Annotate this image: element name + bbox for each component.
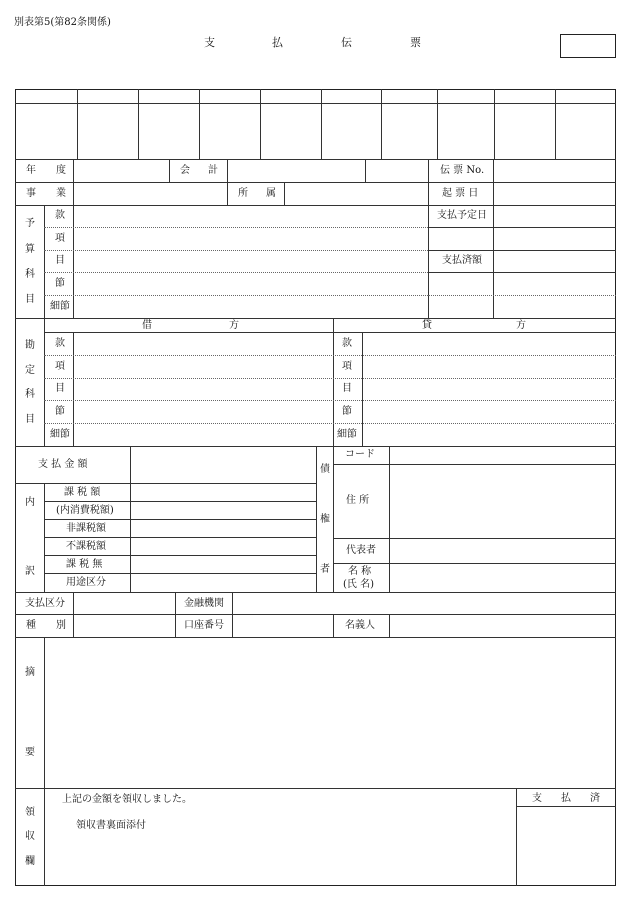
budget-item-moku: 目 — [55, 255, 65, 266]
issue-date-field[interactable] — [494, 183, 615, 204]
title-char-2: 払 — [272, 36, 283, 49]
budget-label-4: 目 — [25, 294, 35, 305]
year-field[interactable] — [74, 160, 168, 181]
credit-label-1: 貸 — [422, 320, 432, 331]
account-number-label: 口座番号 — [184, 620, 224, 631]
title-char-3: 伝 — [341, 36, 352, 49]
title-char-4: 票 — [410, 36, 421, 49]
bank-institution-label: 金融機関 — [184, 598, 224, 609]
account-type-field[interactable] — [74, 615, 174, 636]
breakdown-usage: 用途区分 — [66, 577, 106, 588]
payment-amount-field[interactable] — [131, 447, 315, 482]
breakdown-label-1: 内 — [25, 497, 35, 508]
affiliation-label-1: 所 — [238, 188, 248, 199]
project-label-1: 事 — [26, 188, 36, 199]
summary-label-2: 要 — [25, 747, 35, 758]
creditor-label-2: 権 — [320, 514, 330, 525]
creditor-name-field[interactable] — [390, 564, 615, 591]
receipt-statement: 上記の金額を領収しました。 — [62, 794, 192, 805]
summary-field[interactable] — [45, 638, 615, 787]
year-label-2: 度 — [56, 165, 66, 176]
breakdown-untaxed: 不課税額 — [66, 541, 106, 552]
receipt-note: 領収書裏面添付 — [76, 820, 146, 831]
creditor-address-field[interactable] — [390, 465, 615, 537]
budget-kou-field[interactable] — [74, 228, 427, 249]
debit-label-2: 方 — [229, 320, 239, 331]
summary-label-1: 摘 — [25, 667, 35, 678]
creditor-address-label: 住 所 — [346, 495, 370, 506]
budget-item-setsu: 節 — [55, 278, 65, 289]
receipt-field[interactable] — [45, 789, 515, 885]
credit-item-saisetsu: 細節 — [337, 429, 357, 440]
debit-item-setsu: 節 — [55, 406, 65, 417]
credit-item-setsu: 節 — [342, 406, 352, 417]
accounts-label-3: 科 — [25, 389, 35, 400]
scheduled-date-label: 支払予定日 — [437, 210, 487, 221]
credit-label-2: 方 — [516, 320, 526, 331]
budget-label-2: 算 — [25, 244, 35, 255]
paid-stamp-label-2: 払 — [561, 793, 571, 804]
account-field[interactable] — [228, 160, 427, 181]
creditor-name-label: 名 称 — [348, 566, 372, 577]
slip-no-field[interactable] — [494, 160, 615, 181]
creditor-representative-label: 代表者 — [346, 545, 376, 556]
debit-label-1: 借 — [142, 320, 152, 331]
account-holder-label: 名義人 — [345, 620, 375, 631]
payment-category-field[interactable] — [74, 593, 174, 613]
paid-stamp-box[interactable] — [517, 807, 615, 885]
debit-item-moku: 目 — [55, 383, 65, 394]
affiliation-field[interactable] — [285, 183, 427, 204]
budget-item-kou: 項 — [55, 233, 65, 244]
creditor-name-sub-label: (氏 名) — [343, 579, 374, 590]
account-label-1: 会 — [180, 165, 190, 176]
form-reference: 別表第5(第82条関係) — [14, 17, 111, 28]
credit-item-kou: 項 — [342, 361, 352, 372]
credit-item-kan: 款 — [342, 338, 352, 349]
receipt-label-1: 領 — [25, 807, 35, 818]
creditor-label-1: 債 — [320, 464, 330, 475]
paid-stamp-label-3: 済 — [590, 793, 600, 804]
bank-institution-field[interactable] — [233, 593, 615, 613]
type-label-2: 別 — [56, 620, 66, 631]
account-label-2: 計 — [208, 165, 218, 176]
breakdown-tax-none: 課 税 無 — [66, 559, 103, 570]
type-label-1: 種 — [26, 620, 36, 631]
payment-category-label: 支払区分 — [25, 598, 65, 609]
scheduled-date-field[interactable] — [494, 206, 615, 226]
credit-fields[interactable] — [363, 333, 615, 445]
breakdown-nontaxable: 非課税額 — [66, 523, 106, 534]
accounts-label-1: 勘 — [25, 340, 35, 351]
payment-amount-label: 支 払 金 額 — [38, 459, 88, 470]
year-label-1: 年 — [26, 165, 36, 176]
budget-label-1: 予 — [25, 218, 35, 229]
affiliation-label-2: 属 — [266, 188, 276, 199]
paid-amount-field[interactable] — [494, 251, 615, 271]
receipt-label-3: 欄 — [25, 856, 35, 867]
budget-label-3: 科 — [25, 269, 35, 280]
creditor-code-label: コード — [345, 449, 375, 460]
budget-kan-field[interactable] — [74, 206, 427, 226]
budget-item-kan: 款 — [55, 210, 65, 221]
debit-item-kou: 項 — [55, 361, 65, 372]
debit-item-saisetsu: 細節 — [50, 429, 70, 440]
account-number-field[interactable] — [233, 615, 332, 636]
budget-moku-field[interactable] — [74, 251, 427, 271]
slip-no-label: 伝 票 No. — [440, 165, 485, 176]
breakdown-label-2: 訳 — [25, 566, 35, 577]
creditor-label-3: 者 — [320, 564, 330, 575]
accounts-label-4: 目 — [25, 414, 35, 425]
seal-box[interactable] — [560, 34, 616, 58]
budget-setsu-field[interactable] — [74, 273, 427, 294]
breakdown-fields[interactable] — [131, 484, 315, 591]
budget-item-saisetsu: 細節 — [50, 301, 70, 312]
debit-item-kan: 款 — [55, 338, 65, 349]
debit-fields[interactable] — [74, 333, 332, 445]
creditor-code-field[interactable] — [390, 447, 615, 463]
paid-stamp-label-1: 支 — [532, 793, 542, 804]
paid-amount-label: 支払済額 — [442, 255, 482, 266]
receipt-label-2: 収 — [25, 831, 35, 842]
project-field[interactable] — [74, 183, 226, 204]
project-label-2: 業 — [56, 188, 66, 199]
breakdown-consumption-tax: (内消費税額) — [56, 505, 114, 516]
account-holder-field[interactable] — [390, 615, 615, 636]
budget-saisetsu-field[interactable] — [74, 296, 427, 317]
issue-date-label: 起 票 日 — [442, 188, 479, 199]
title-char-1: 支 — [204, 36, 215, 49]
creditor-representative-field[interactable] — [390, 539, 615, 562]
credit-item-moku: 目 — [342, 383, 352, 394]
accounts-label-2: 定 — [25, 365, 35, 376]
breakdown-taxed: 課 税 額 — [64, 487, 101, 498]
